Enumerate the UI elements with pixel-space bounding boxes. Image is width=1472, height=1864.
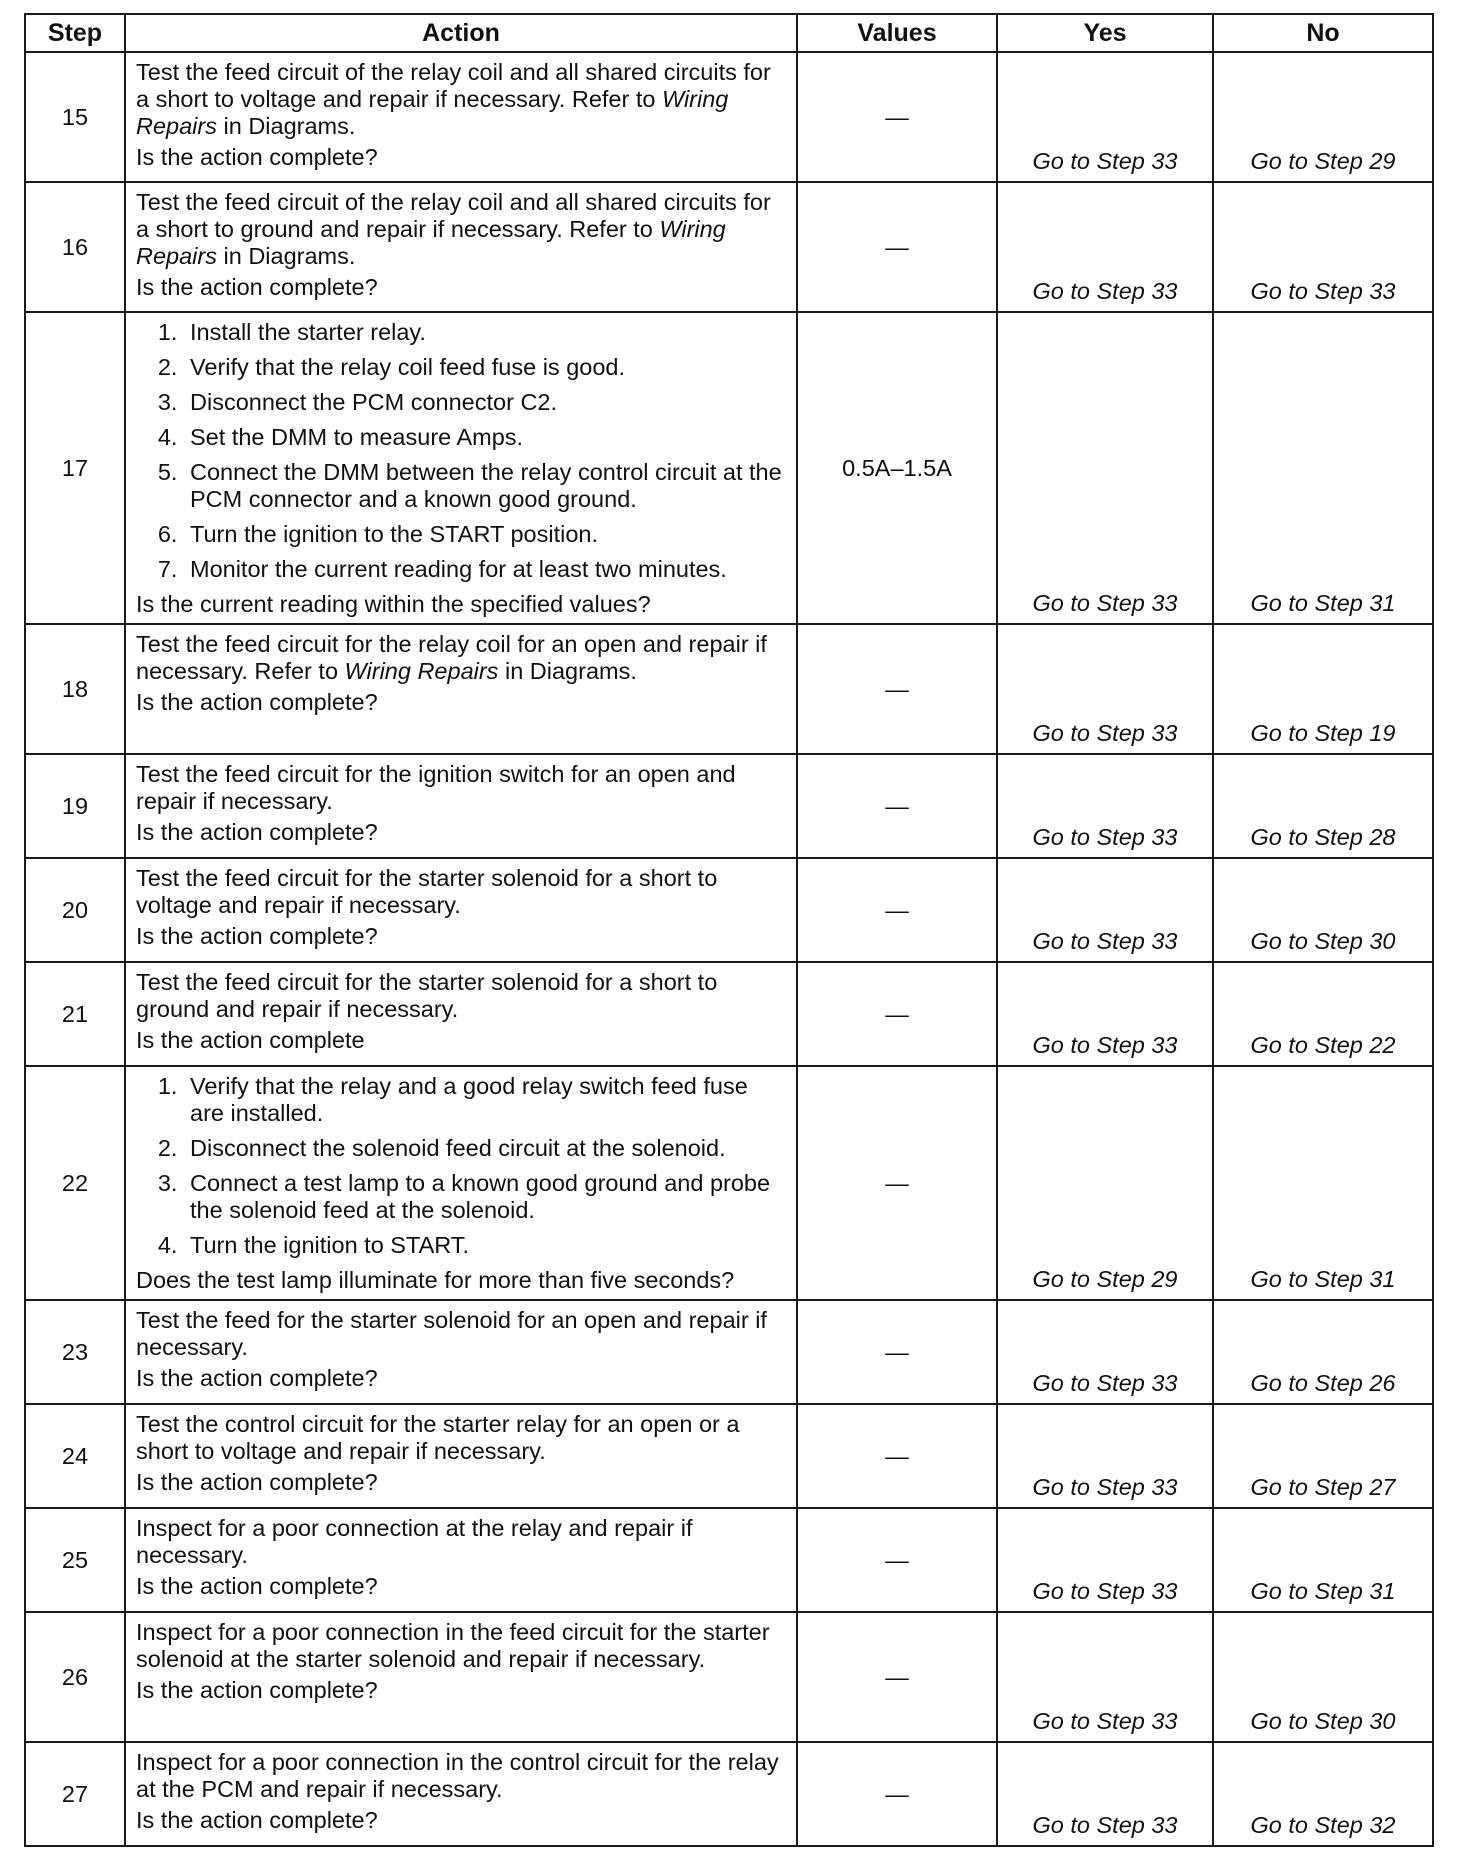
action-text-segment: in Diagrams. [216,113,356,139]
value-cell: — [797,624,997,754]
action-text-segment: Inspect for a poor connection in the control circuit for the relay at the PCM and repair if necessary. [136,1749,779,1802]
action-cell [125,312,797,624]
value-cell: — [797,1300,997,1404]
action-text-segment: Inspect for a poor connection at the relay and repair if necessary. [136,1515,693,1568]
yes-goto: Go to Step 33 [997,1742,1213,1846]
value-cell: — [797,858,997,962]
step-number: 16 [25,182,125,312]
action-cell [125,1066,797,1300]
header-row [25,14,1433,52]
table-row [25,1508,1433,1612]
action-question: Is the action complete? [136,1807,378,1833]
table-row [25,52,1433,182]
step-number: 17 [25,312,125,624]
action-text-segment: Test the feed circuit for the ignition switch for an open and repair if necessary. [136,761,736,814]
yes-goto: Go to Step 29 [997,1066,1213,1300]
action-cell [125,624,797,754]
value-cell: 0.5A–1.5A [797,312,997,624]
action-question: Is the current reading within the specified values? [136,591,651,617]
action-cell [125,1404,797,1508]
action-question: Is the action complete? [136,1469,378,1495]
action-cell [125,1300,797,1404]
value-cell: — [797,962,997,1066]
action-text [136,189,786,270]
procedure-list [136,1073,786,1259]
reference-title: Wiring Repairs [344,658,499,684]
action-question: Is the action complete? [136,1365,378,1391]
no-goto: Go to Step 30 [1213,858,1433,962]
table-row [25,182,1433,312]
action-cell [125,1612,797,1742]
action-text [136,59,786,140]
action-question: Is the action complete? [136,1677,378,1703]
value-cell: — [797,1066,997,1300]
header-yes: Yes [997,14,1213,52]
procedure-step: 3. Connect a test lamp to a known good ground and probe the solenoid feed at the solenoid. [184,1170,786,1224]
yes-goto: Go to Step 33 [997,182,1213,312]
step-number: 22 [25,1066,125,1300]
no-goto: Go to Step 31 [1213,1066,1433,1300]
action-text-segment: Test the feed for the starter solenoid for an open and repair if necessary. [136,1307,767,1360]
table-body [25,52,1433,1846]
action-cell [125,754,797,858]
yes-goto: Go to Step 33 [997,52,1213,182]
action-text-segment: in Diagrams. [498,658,637,684]
action-cell [125,1508,797,1612]
no-goto: Go to Step 31 [1213,312,1433,624]
value-cell: — [797,1742,997,1846]
reference-title: Wiring Repairs [136,86,729,139]
table-row [25,1612,1433,1742]
step-number: 18 [25,624,125,754]
action-text [136,1515,786,1569]
yes-goto: Go to Step 33 [997,962,1213,1066]
action-text [136,1749,786,1803]
action-text-segment: Test the feed circuit for the starter solenoid for a short to ground and repair if necessary. [136,969,718,1022]
step-number: 27 [25,1742,125,1846]
yes-goto: Go to Step 33 [997,1300,1213,1404]
action-cell [125,1742,797,1846]
no-goto: Go to Step 27 [1213,1404,1433,1508]
action-text [136,1619,786,1673]
step-number: 19 [25,754,125,858]
action-text-segment: Inspect for a poor connection in the feed circuit for the starter solenoid at the starter solenoid and repair if necessary. [136,1619,770,1672]
no-goto: Go to Step 19 [1213,624,1433,754]
header-no: No [1213,14,1433,52]
value-cell: — [797,754,997,858]
table-row [25,858,1433,962]
procedure-step: 7. Monitor the current reading for at least two minutes. [184,556,786,583]
action-cell [125,858,797,962]
action-text [136,865,786,919]
action-text-segment: Test the control circuit for the starter relay for an open or a short to voltage and repair if necessary. [136,1411,740,1464]
yes-goto: Go to Step 33 [997,858,1213,962]
step-number: 21 [25,962,125,1066]
action-text-segment: Test the feed circuit of the relay coil and all shared circuits for a short to voltage and repair if necessary. Refer to [136,59,771,112]
procedure-list [136,319,786,583]
action-text [136,631,786,685]
value-cell: — [797,1404,997,1508]
yes-goto: Go to Step 33 [997,312,1213,624]
no-goto: Go to Step 30 [1213,1612,1433,1742]
step-number: 23 [25,1300,125,1404]
yes-goto: Go to Step 33 [997,1404,1213,1508]
header-step: Step [25,14,125,52]
step-number: 25 [25,1508,125,1612]
yes-goto: Go to Step 33 [997,1508,1213,1612]
value-cell: — [797,1612,997,1742]
action-question: Is the action complete? [136,144,378,170]
action-text [136,761,786,815]
table-row [25,962,1433,1066]
action-question: Is the action complete [136,1027,365,1053]
action-text-segment: in Diagrams. [216,243,356,269]
diagnostic-table [24,13,1434,1847]
action-text [136,1411,786,1465]
value-cell: — [797,182,997,312]
action-question: Is the action complete? [136,1573,378,1599]
action-question: Does the test lamp illuminate for more than five seconds? [136,1267,735,1293]
action-text [136,1307,786,1361]
reference-title: Wiring Repairs [136,216,726,269]
step-number: 20 [25,858,125,962]
value-cell: — [797,1508,997,1612]
no-goto: Go to Step 26 [1213,1300,1433,1404]
no-goto: Go to Step 29 [1213,52,1433,182]
action-question: Is the action complete? [136,689,378,715]
action-question: Is the action complete? [136,923,378,949]
table-row [25,1404,1433,1508]
procedure-step: 1. Verify that the relay and a good relay switch feed fuse are installed. [184,1073,786,1127]
step-number: 15 [25,52,125,182]
value-cell: — [797,52,997,182]
procedure-step: 3. Disconnect the PCM connector C2. [184,389,786,416]
action-text [136,969,786,1023]
header-values: Values [797,14,997,52]
yes-goto: Go to Step 33 [997,1612,1213,1742]
yes-goto: Go to Step 33 [997,624,1213,754]
header-action: Action [125,14,797,52]
action-text-segment: Test the feed circuit for the starter solenoid for a short to voltage and repair if necessary. [136,865,718,918]
procedure-step: 5. Connect the DMM between the relay control circuit at the PCM connector and a known good ground. [184,459,786,513]
table-row [25,1300,1433,1404]
procedure-step: 2. Disconnect the solenoid feed circuit at the solenoid. [184,1135,786,1162]
action-cell [125,962,797,1066]
no-goto: Go to Step 22 [1213,962,1433,1066]
no-goto: Go to Step 32 [1213,1742,1433,1846]
table-row [25,1742,1433,1846]
action-cell [125,52,797,182]
table-row [25,1066,1433,1300]
action-cell [125,182,797,312]
yes-goto: Go to Step 33 [997,754,1213,858]
table-row [25,624,1433,754]
table-row [25,312,1433,624]
procedure-step: 1. Install the starter relay. [184,319,786,346]
no-goto: Go to Step 28 [1213,754,1433,858]
step-number: 24 [25,1404,125,1508]
no-goto: Go to Step 31 [1213,1508,1433,1612]
action-text-segment: Test the feed circuit of the relay coil and all shared circuits for a short to ground and repair if necessary. Refer to [136,189,771,242]
action-text-segment: Test the feed circuit for the relay coil for an open and repair if necessary. Refer to [136,631,767,684]
step-number: 26 [25,1612,125,1742]
action-question: Is the action complete? [136,819,378,845]
procedure-step: 4. Set the DMM to measure Amps. [184,424,786,451]
no-goto: Go to Step 33 [1213,182,1433,312]
procedure-step: 6. Turn the ignition to the START position. [184,521,786,548]
procedure-step: 4. Turn the ignition to START. [184,1232,786,1259]
table-row [25,754,1433,858]
action-question: Is the action complete? [136,274,378,300]
procedure-step: 2. Verify that the relay coil feed fuse is good. [184,354,786,381]
